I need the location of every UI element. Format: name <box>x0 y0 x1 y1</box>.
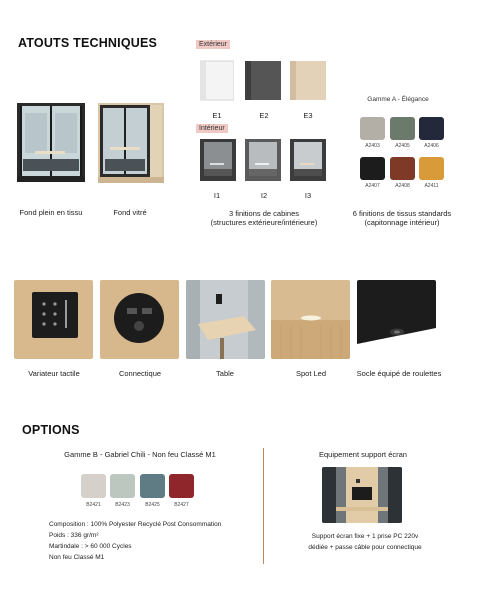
feature-variateur-label: Variateur tactile <box>28 369 80 378</box>
feature-spot-led-image <box>271 280 350 359</box>
swatch-b2423-code: B2423 <box>115 502 130 508</box>
gamme-b-title: Gamme B - Gabriel Chili - Non feu Classé M1 <box>64 450 216 459</box>
ecran-support-image <box>322 467 402 523</box>
options-divider <box>263 448 264 564</box>
feature-spot-led-label: Spot Led <box>295 369 327 378</box>
interieur-tag: Intérieur <box>196 124 228 133</box>
swatch-a2411 <box>419 157 444 180</box>
ecran-title: Equipement support écran <box>319 450 407 459</box>
swatch-a2407 <box>360 157 385 180</box>
section-title-atouts: ATOUTS TECHNIQUES <box>18 36 158 50</box>
swatch-b2421-code: B2421 <box>86 502 101 508</box>
spec-composition: Composition : 100% Polyester Recyclé Post Consommation <box>49 521 222 528</box>
swatch-a2408-code: A2408 <box>395 183 410 189</box>
tissus-caption-line1: 6 finitions de tissus standards <box>352 209 452 218</box>
swatch-b2425 <box>140 474 165 498</box>
finish-i3-code: I3 <box>304 191 312 200</box>
swatch-a2405-code: A2405 <box>395 143 410 149</box>
swatch-a2406-code: A2406 <box>424 143 439 149</box>
cabin-fabric-label: Fond plein en tissu <box>19 208 83 217</box>
section-title-options: OPTIONS <box>22 423 80 437</box>
finish-e1-code: E1 <box>212 111 222 120</box>
feature-table-label: Table <box>216 369 234 378</box>
ecran-caption-line2: dédiée + passe câble pour connectique <box>308 544 422 551</box>
swatch-a2411-code: A2411 <box>424 183 439 189</box>
swatch-a2403 <box>360 117 385 140</box>
feature-socle-image <box>357 280 436 359</box>
spec-poids: Poids : 336 gr/m² <box>49 532 99 539</box>
swatch-b2427 <box>169 474 194 498</box>
feature-variateur-image <box>14 280 93 359</box>
swatch-b2425-code: B2425 <box>145 502 160 508</box>
gamme-b-specs <box>49 519 221 563</box>
swatch-a2403-code: A2403 <box>365 143 380 149</box>
finish-i1-code: I1 <box>213 191 221 200</box>
cabin-glazed-image <box>98 103 164 183</box>
finish-e1-image <box>200 59 234 102</box>
cabin-glazed-label: Fond vitré <box>113 208 147 217</box>
finish-i2-code: I2 <box>260 191 268 200</box>
finitions-caption-line2: (structures extérieure/intérieure) <box>210 218 318 227</box>
spec-non-feu: Non feu Classé M1 <box>49 554 105 561</box>
tissus-caption-line2: (capitonnage intérieur) <box>364 218 440 227</box>
ecran-caption-line1: Support écran fixe + 1 prise PC 220v <box>311 533 419 540</box>
swatch-a2405 <box>390 117 415 140</box>
finish-e2-image <box>245 59 281 102</box>
finish-i1-image <box>200 139 236 181</box>
finish-e3-image <box>290 59 326 102</box>
finitions-caption <box>188 209 340 227</box>
feature-socle-label: Socle équipé de roulettes <box>356 369 442 378</box>
feature-connectique-label: Connectique <box>118 369 162 378</box>
swatch-a2407-code: A2407 <box>365 183 380 189</box>
feature-table-image <box>186 280 265 359</box>
swatch-b2427-code: B2427 <box>174 502 189 508</box>
swatch-b2421 <box>81 474 106 498</box>
swatch-a2408 <box>390 157 415 180</box>
finitions-caption-line1: 3 finitions de cabines <box>228 209 300 218</box>
tissus-caption <box>340 209 464 227</box>
ecran-caption <box>290 531 440 553</box>
spec-martindale: Martindale : > 60 000 Cycles <box>49 543 132 550</box>
finish-e2-code: E2 <box>259 111 269 120</box>
finish-i3-image <box>290 139 326 181</box>
exterieur-tag: Extérieur <box>196 40 230 49</box>
feature-connectique-image <box>100 280 179 359</box>
gamme-a-title: Gamme A - Élégance <box>367 96 429 103</box>
swatch-a2406 <box>419 117 444 140</box>
finish-e3-code: E3 <box>303 111 313 120</box>
swatch-b2423 <box>110 474 135 498</box>
cabin-fabric-image <box>17 103 85 182</box>
finish-i2-image <box>245 139 281 181</box>
